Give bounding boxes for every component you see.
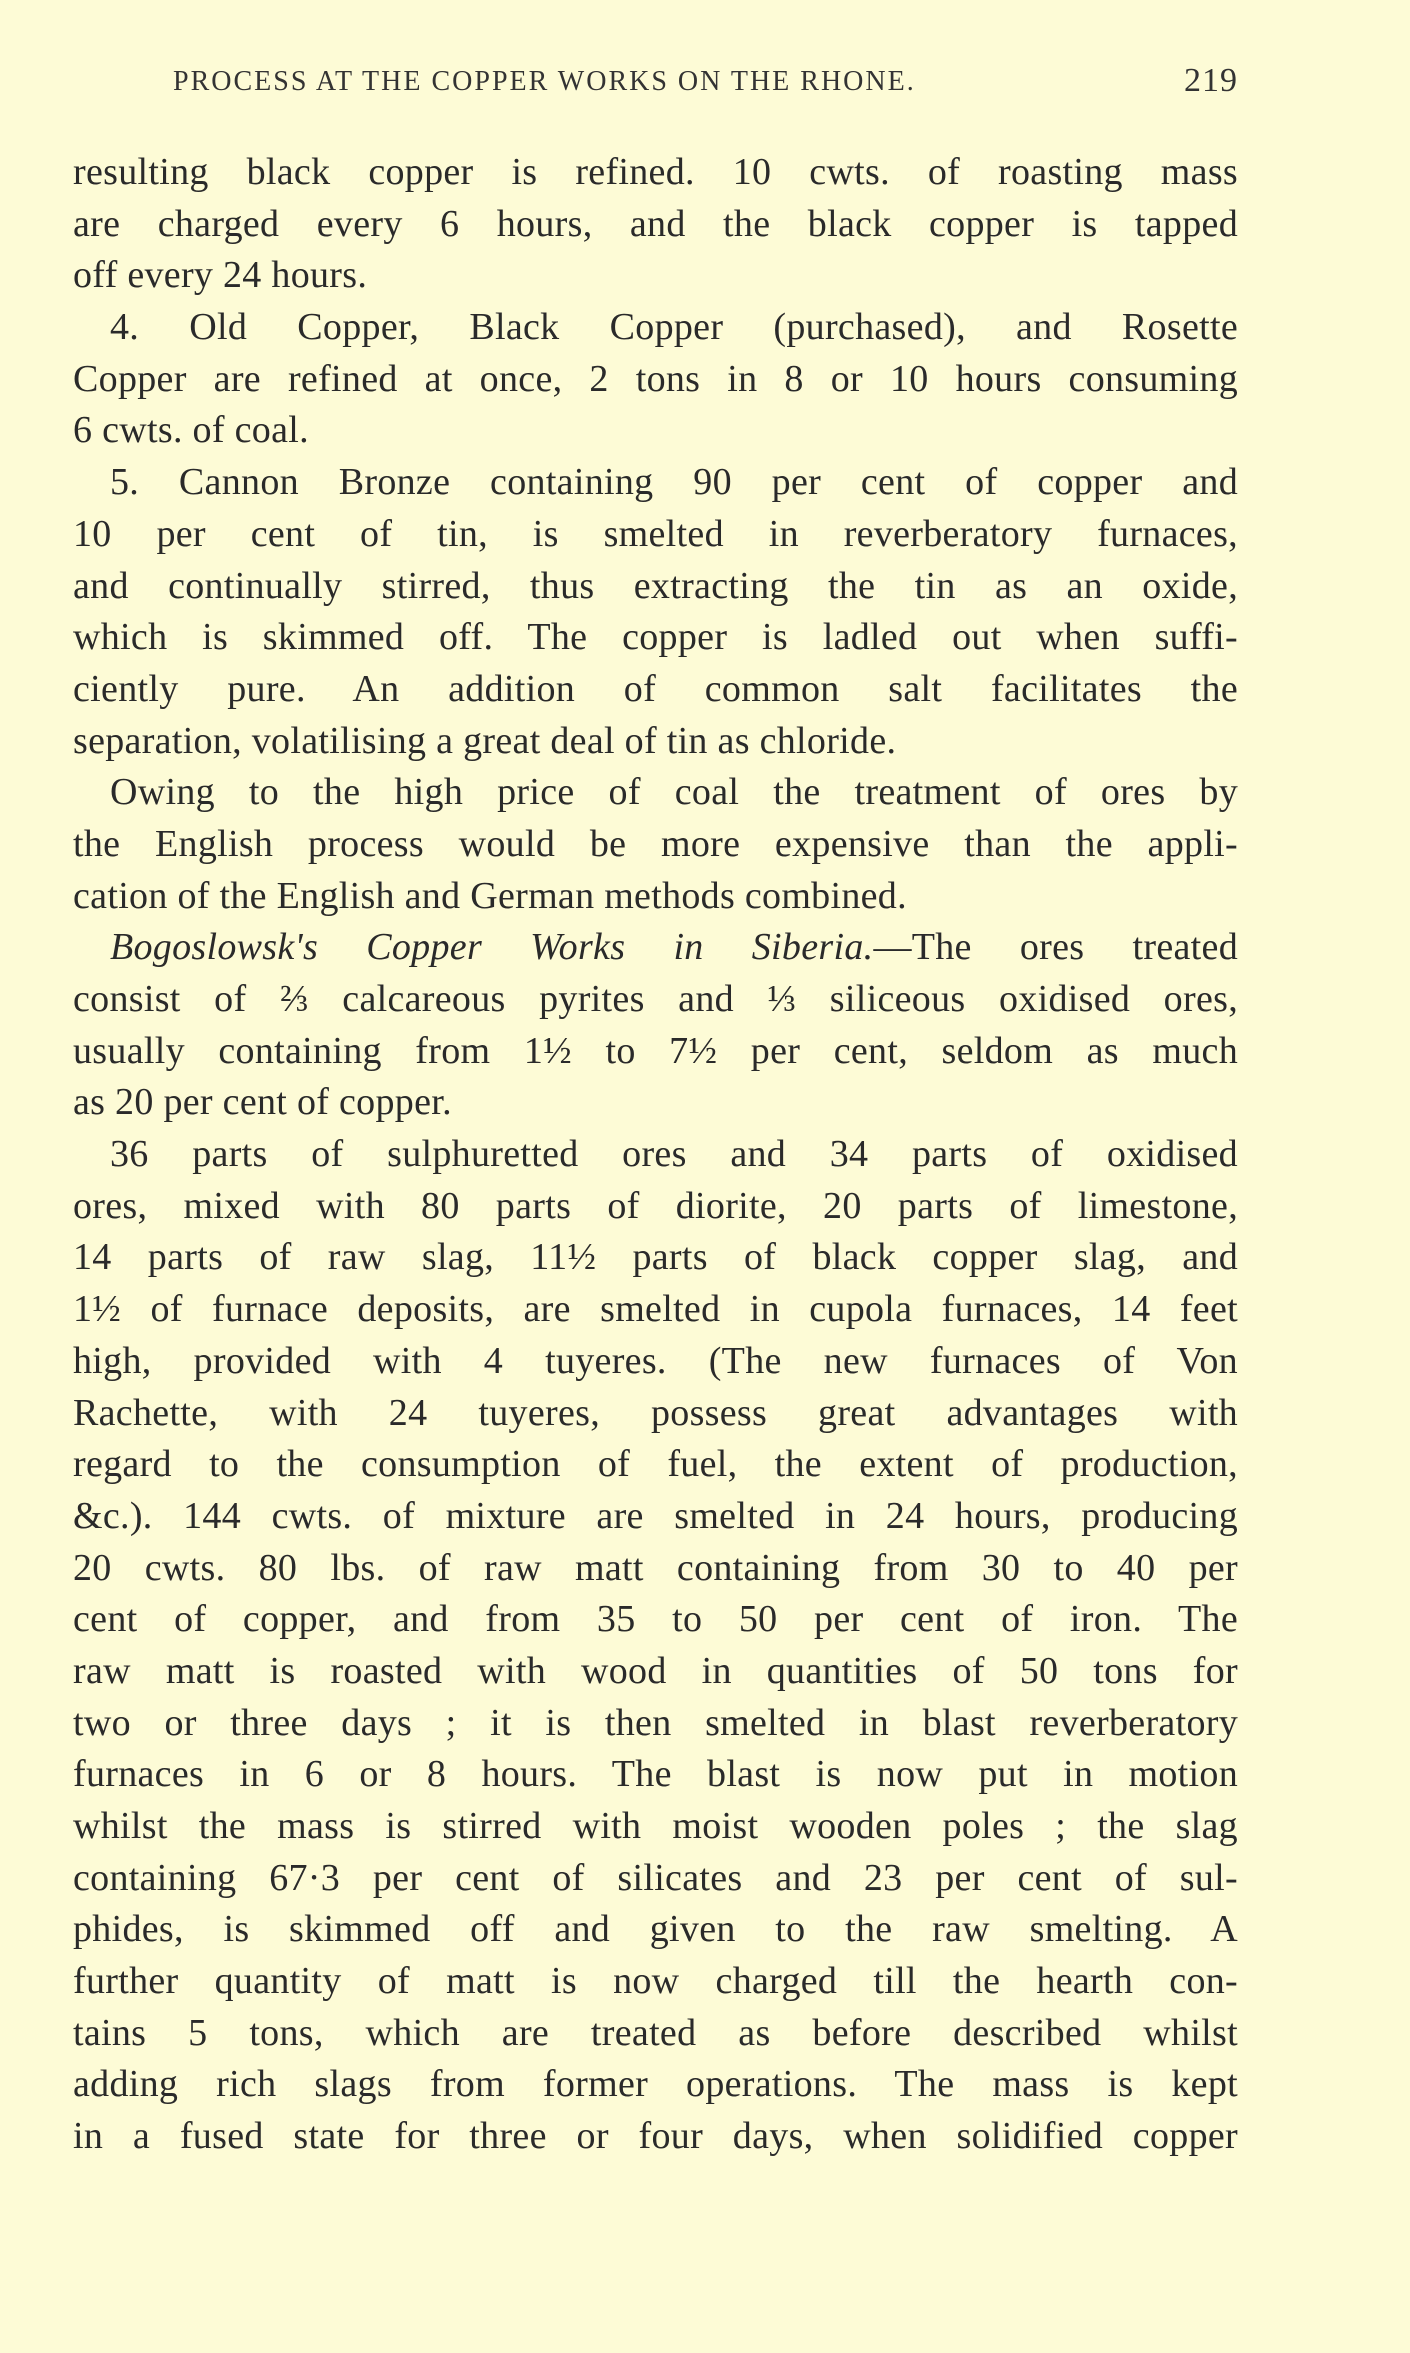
body-text	[73, 147, 1238, 2163]
text-line: consist of ⅔ calcareous pyrites and ⅓ siliceous oxidised ores,	[73, 978, 1238, 1020]
text-line: whilst the mass is stirred with moist wooden poles ; the slag	[73, 1805, 1238, 1847]
text-line: ciently pure. An addition of common salt facilitates the	[73, 667, 1238, 710]
text-line: resulting black copper is refined. 10 cwts. of roasting mass	[73, 151, 1238, 193]
text-line: Rachette, with 24 tuyeres, possess great advantages with	[73, 1391, 1238, 1434]
text-line: ores, mixed with 80 parts of diorite, 20 parts of limestone,	[73, 1184, 1238, 1227]
text-line: raw matt is roasted with wood in quantities of 50 tons for	[73, 1649, 1238, 1692]
text-line: usually containing from 1½ to 7½ per cent, seldom as much	[73, 1029, 1238, 1072]
running-title: PROCESS AT THE COPPER WORKS ON THE RHONE.	[173, 66, 916, 97]
text-line: phides, is skimmed off and given to the raw smelting. A	[73, 1908, 1238, 1951]
text-line: the English process would be more expensive than the appli-	[73, 822, 1238, 865]
text-line: &c.). 144 cwts. of mixture are smelted in 24 hours, producing	[73, 1494, 1238, 1537]
text-line: furnaces in 6 or 8 hours. The blast is now put in motion	[73, 1753, 1238, 1796]
text-line: Bogoslowsk's Copper Works in Siberia.—The ores treated	[110, 926, 1239, 969]
text-line: 20 cwts. 80 lbs. of raw matt containing from 30 to 40 per	[73, 1546, 1238, 1589]
text-line: as 20 per cent of copper.	[73, 1081, 452, 1124]
text-line: 36 parts of sulphuretted ores and 34 parts of oxidised	[110, 1133, 1238, 1176]
text-line: regard to the consumption of fuel, the extent of production,	[73, 1443, 1238, 1486]
text-line: Owing to the high price of coal the treatment of ores by	[110, 771, 1238, 814]
text-line: 5. Cannon Bronze containing 90 per cent of copper and	[110, 461, 1238, 504]
text-line: which is skimmed off. The copper is ladled out when suffi-	[73, 616, 1238, 659]
text-line: cation of the English and German methods combined.	[73, 874, 907, 917]
text-line: 1½ of furnace deposits, are smelted in cupola furnaces, 14 feet	[73, 1288, 1238, 1331]
text-line: 14 parts of raw slag, 11½ parts of black copper slag, and	[73, 1236, 1238, 1279]
text-line: two or three days ; it is then smelted in blast reverberatory	[73, 1701, 1238, 1744]
text-line: in a fused state for three or four days, when solidified copper	[73, 2115, 1238, 2158]
page-number: 219	[1184, 62, 1238, 99]
text-line: off every 24 hours.	[73, 254, 368, 297]
text-line: 4. Old Copper, Black Copper (purchased), and Rosette	[110, 306, 1238, 349]
text-line: tains 5 tons, which are treated as before described whilst	[73, 2011, 1238, 2054]
text-line: Copper are refined at once, 2 tons in 8 or 10 hours consuming	[73, 357, 1238, 400]
text-line: and continually stirred, thus extracting the tin as an oxide,	[73, 564, 1238, 607]
text-line: cent of copper, and from 35 to 50 per cent of iron. The	[73, 1598, 1238, 1641]
text-line: 10 per cent of tin, is smelted in reverberatory furnaces,	[73, 512, 1238, 555]
text-line: 6 cwts. of coal.	[73, 409, 309, 452]
text-line: further quantity of matt is now charged till the hearth con-	[73, 1960, 1238, 2003]
text-line: containing 67·3 per cent of silicates and 23 per cent of sul-	[73, 1856, 1238, 1899]
book-page	[73, 58, 1238, 2163]
italic-heading: Bogoslowsk's Copper Works in Siberia.	[110, 926, 874, 969]
text-line: high, provided with 4 tuyeres. (The new furnaces of Von	[73, 1339, 1238, 1382]
running-head	[73, 58, 1238, 108]
text-line: separation, volatilising a great deal of tin as chloride.	[73, 719, 897, 762]
text-line: are charged every 6 hours, and the black copper is tapped	[73, 202, 1238, 245]
text-line: adding rich slags from former operations. The mass is kept	[73, 2063, 1238, 2106]
